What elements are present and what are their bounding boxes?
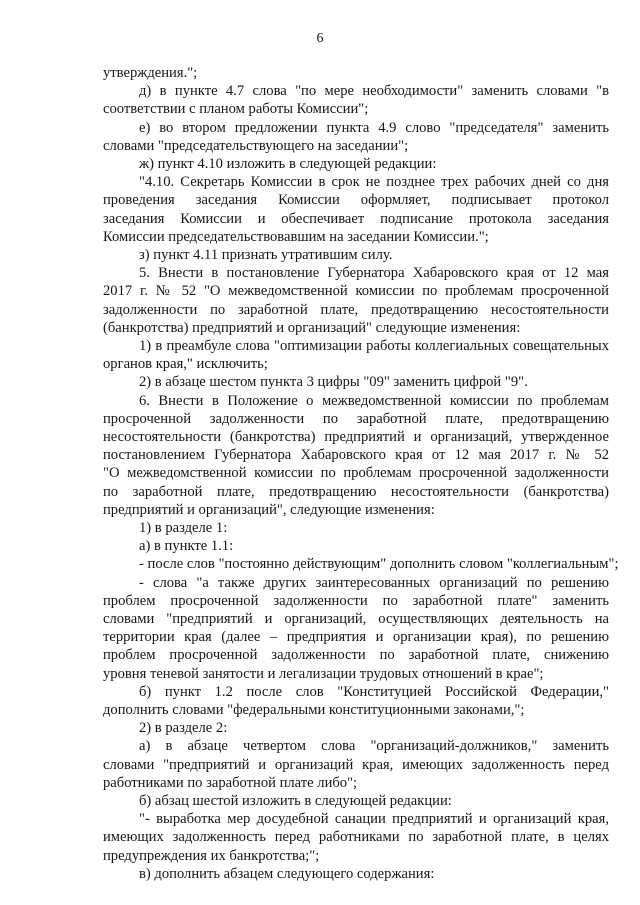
text-line: словами "предприятий и организаций, осуществляющих деятельность на [103,611,609,627]
text-line: словами "председательствующего на заседании"; [103,137,409,154]
text-line: уровня теневой занятости и легализации трудовых отношений в крае"; [103,665,544,682]
page-number: 6 [316,31,324,46]
text-line: 1) в разделе 1: [139,520,228,536]
text-line: территории края (далее – предприятия и организации края), по решению [103,629,609,646]
text-line: е) во втором предложении пункта 4.9 слово "председателя" заменить [139,119,609,136]
text-line: - слова "а также других заинтересованных организаций по решению [139,574,609,591]
text-line: з) пункт 4.11 признать утратившим силу. [139,247,393,263]
text-line: а) в абзаце четвертом слова "организаций-должников," заменить [139,738,609,755]
text-line: работниками по заработной плате либо"; [103,774,358,791]
text-line: б) абзац шестой изложить в следующей редакции: [139,793,452,809]
text-line: б) пункт 1.2 после слов "Конституцией Российской Федерации," [139,683,609,700]
text-line: предприятий и организаций", следующие изменения: [103,501,435,518]
text-line: 5. Внести в постановление Губернатора Хабаровского края от 12 мая [139,265,609,282]
text-line: предупреждения их банкротства;"; [103,847,320,864]
text-line: проведения заседания Комиссии оформляет, подписывает протокол [103,192,609,209]
text-line: утверждения."; [103,65,198,81]
text-line: по заработной плате, предотвращению несостоятельности (банкротства) [103,483,609,500]
text-line: 2017 г. № 52 "О межведомственной комиссии по проблемам просроченной [103,283,609,300]
text-line: проблем просроченной задолженности по заработной плате" заменить [103,592,609,609]
text-line: постановлением Губернатора Хабаровского края от 12 мая 2017 г. № 52 [103,447,609,464]
text-line: а) в пункте 1.1: [139,538,234,555]
text-line: Комиссии председательствовавшим на заседании Комиссии."; [103,228,489,245]
text-line: несостоятельности (банкротства) предприятий и организаций, утвержденное [103,429,609,445]
text-line: имеющих задолженность перед работниками по заработной плате, в целях [103,829,609,846]
text-line: "О межведомственной комиссии по проблемам просроченной задолженности [103,465,609,482]
text-line: в) дополнить абзацем следующего содержания: [139,865,435,882]
text-line: - после слов "постоянно действующим" дополнить словом "коллегиальным"; [139,556,619,573]
text-line: 2) в абзаце шестом пункта 3 цифры "09" заменить цифрой "9". [139,374,528,391]
text-line: дополнить словами "федеральными конституционными законами,"; [103,702,525,718]
text-line: (банкротства) предприятий и организаций" следующие изменения: [103,319,521,336]
text-line: заседания Комиссии и обеспечивает подписание протокола заседания [103,210,609,227]
text-line: задолженности по заработной плате, предотвращению несостоятельности [103,301,609,318]
text-line: 1) в преамбуле слова "оптимизации работы коллегиальных совещательных [139,338,609,354]
text-line: просроченной задолженности по заработной плате, предотвращению [103,410,609,427]
text-line: 2) в разделе 2: [139,720,228,737]
text-line: органов края," исключить; [103,356,268,373]
text-line: "4.10. Секретарь Комиссии в срок не позднее трех рабочих дней со дня [139,174,609,191]
text-line: д) в пункте 4.7 слова "по мере необходимости" заменить словами "в [139,83,609,100]
text-line: "- выработка мер досудебной санации предприятий и организаций края, [139,811,609,828]
text-line: проблем просроченной задолженности по заработной плате, снижению [103,647,609,664]
text-line: соответствии с планом работы Комиссии"; [103,101,369,118]
text-line: ж) пункт 4.10 изложить в следующей редакции: [139,156,437,172]
text-line: 6. Внести в Положение о межведомственной комиссии по проблемам [139,392,609,409]
text-line: словами "предприятий и организаций края, имеющих задолженность перед [103,756,609,773]
